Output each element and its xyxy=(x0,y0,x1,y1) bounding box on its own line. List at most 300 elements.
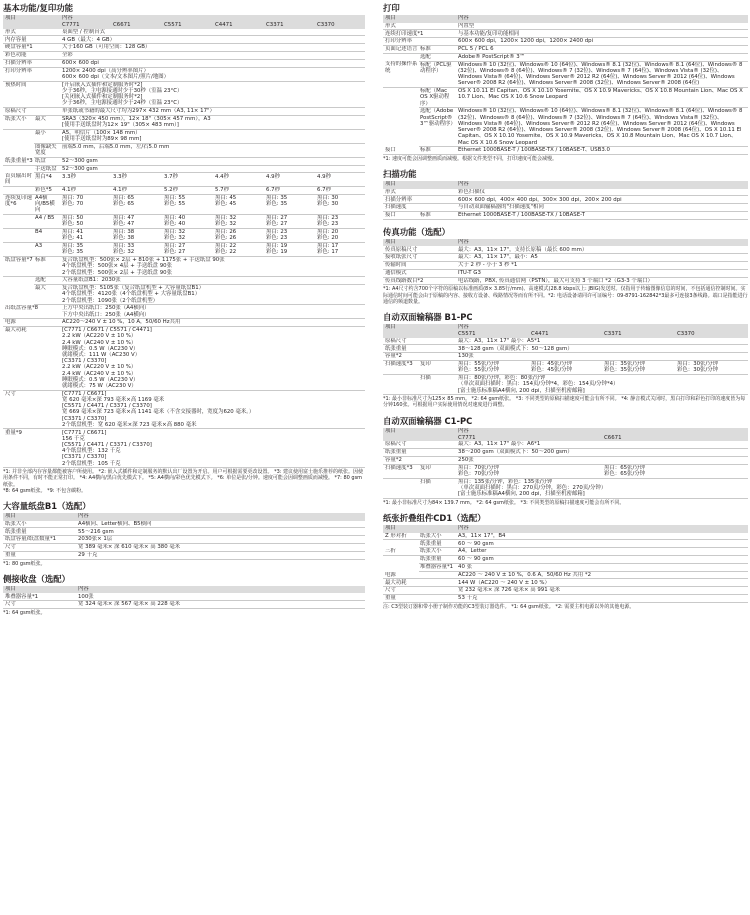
row-label: 硬盘容量*1 xyxy=(3,44,60,52)
row-value: A4横向、Letter横向、B5横向 xyxy=(76,521,365,528)
row-value: 2030张× 1层 xyxy=(76,536,365,544)
header-content: 内容 xyxy=(76,586,365,594)
speed-value: 黑白: 22 彩色: 22 xyxy=(213,242,264,256)
speed-value: 黑白：35张/分钟 彩色：35张/分钟 xyxy=(602,360,675,374)
header-item: 项目 xyxy=(383,181,456,189)
table-row xyxy=(383,441,748,448)
header-item: 项目 xyxy=(383,15,456,23)
table-row xyxy=(383,555,748,563)
row-value: [开启嵌入式插件和定制服务时*2] 少于36秒，主电源接通时少于30秒（室温 23°C） [关闭嵌入式插件和定制服务时*2] 少于36秒，主电源接通时少于24秒（室温 23°C） xyxy=(60,81,365,107)
row-label: 扫描分辨率 xyxy=(3,59,60,67)
speed-row xyxy=(383,464,748,478)
row-value: 600× 600 dpi xyxy=(60,59,365,67)
speed-row xyxy=(3,214,365,228)
row-value: 复合纸盘机型：500张× 2层 + 810张 + 1175张 + 手送纸盘 90张 4个纸盘机型：500张× 4层 + 手送纸盘 90张 2个纸盘机型：500张× 2层 + 手送纸盘 90张 xyxy=(60,256,365,276)
row-value: 600× 600 dpi，1200× 1200 dpi，1200× 2400 dpi xyxy=(456,38,748,46)
speed-value: 4.4秒 xyxy=(213,173,264,187)
speed-row xyxy=(3,242,365,256)
row-label: 接口 xyxy=(383,211,419,219)
table-row xyxy=(383,353,748,361)
section-title: 自动双面输稿器 B1-PC xyxy=(383,311,473,322)
row-label: 原稿尺寸 xyxy=(383,338,456,345)
speed-row xyxy=(383,360,748,374)
speed-value: 黑白: 70 彩色: 70 xyxy=(60,194,111,214)
table-row xyxy=(3,305,365,319)
table-row xyxy=(3,29,365,36)
row-sublabel: 标配（Mac OS X驱动程序） xyxy=(419,87,456,107)
row-value: A5，明信片（100× 148 mm） [使用手送纸盘时为89× 98 mm] xyxy=(60,129,365,143)
table-row xyxy=(3,326,365,390)
table-row xyxy=(383,540,748,548)
row-value: 大于160 GB（可用空间：128 GB） xyxy=(60,44,365,52)
table-header-models xyxy=(3,22,365,29)
table-row xyxy=(383,594,748,602)
row-sublabel: 纸张重量 xyxy=(419,540,456,548)
speed-value: 黑白: 27 彩色: 27 xyxy=(264,214,315,228)
speed-value: 黑白: 17 彩色: 17 xyxy=(315,242,365,256)
speed-row xyxy=(3,228,365,242)
table-row xyxy=(3,593,365,600)
row-label: 支持的操作系统 xyxy=(383,61,419,87)
speed-value: 黑白: 35 彩色: 35 xyxy=(60,242,111,256)
row-value: 桌面型 / 控制台式 xyxy=(60,29,365,36)
spec-table-scan xyxy=(383,181,748,220)
row-label: 尺寸 xyxy=(3,390,60,429)
model-name: C3370 xyxy=(315,22,365,29)
row-sublabel: 标准 xyxy=(419,147,456,155)
row-label: 堆叠器容量*1 xyxy=(3,593,76,600)
spec-table-basic xyxy=(3,15,365,468)
row-sublabel: B4 xyxy=(34,228,60,242)
spec-table-dadf xyxy=(383,428,748,499)
row-label: 重量 xyxy=(3,551,76,559)
table-row xyxy=(383,38,748,46)
table-row xyxy=(3,143,365,157)
header-content: 内容 xyxy=(456,525,748,533)
row-value: SRA3（320× 450 mm），12× 18"（305× 457 mm），A3 [使用手送纸盘时为12× 19"（305× 483 mm）] xyxy=(60,115,365,129)
row-value: [C7771 / C6671] 156 千克 [C5571 / C4471 / C3371 / C3370] 4个纸盘机型：132 千克 [C3371 / C3370] 2个纸盘机型：105 千克 xyxy=(60,429,365,468)
table-row xyxy=(383,23,748,30)
table-header-row xyxy=(383,15,748,23)
row-label: 扫描速度*3 xyxy=(383,464,419,478)
header-item: 项目 xyxy=(383,428,456,435)
speed-value: 黑白: 23 彩色: 23 xyxy=(315,214,365,228)
row-label: 打印分辨率 xyxy=(383,38,456,46)
row-label: 彩色功能 xyxy=(3,51,60,59)
table-row xyxy=(3,390,365,429)
row-value: 最大：A3，11× 17" 最小：A6*1 xyxy=(456,441,748,448)
row-label xyxy=(383,478,419,498)
row-label: 电源 xyxy=(3,319,60,327)
header-item: 项目 xyxy=(383,525,456,533)
row-value: Windows® 10 (32位)、Windows® 10 (64位)、Windows® 8.1 (32位)、Windows® 8.1 (64位)、Windows® 8 (32位)、Windows® 8 (64位)、Windows® 7 (32位)、Windows® 7 (64位)、Windows Vista® (32位)、Windows Vista® (64位)、Windows Server® 2012 R2 (64位)、Windows Server® 2012 (64位)、Windows Server® 2008 R2 (64位)、Windows Server® 2008 (32位)、Windows Server® 2008 (64位)、OS X 10.11 El Capitan、OS X 10.10 Yosemite、OS X 10.9 Mavericks、OS X 10.8 Mountain Lion、Mac OS X 10.7 Lion、Mac OS X 10.6 Snow Leopard xyxy=(456,108,748,147)
table-row xyxy=(3,36,365,44)
row-sublabel: 纸张重量 xyxy=(419,555,456,563)
header-content: 内容 xyxy=(456,324,748,331)
row-label xyxy=(3,228,34,242)
table-row xyxy=(3,44,365,52)
table-row xyxy=(383,189,748,196)
row-label: 原稿尺寸 xyxy=(383,441,456,448)
row-value: 最大：A3，11× 17" 最小：A5*1 xyxy=(456,338,748,345)
speed-value: 黑白: 26 彩色: 26 xyxy=(213,228,264,242)
footnote: *1: 80 gsm纸张。 xyxy=(3,560,46,567)
table-row xyxy=(3,107,365,115)
model-name: C4471 xyxy=(213,22,264,29)
table-row xyxy=(383,30,748,38)
table-row xyxy=(383,211,748,219)
row-value: 250张 xyxy=(456,456,748,464)
table-row xyxy=(383,579,748,587)
row-sublabel: 纸张大小 xyxy=(419,533,456,540)
row-value: Adobe® PostScript® 3™ xyxy=(456,53,748,61)
row-label: 扫描分辨率 xyxy=(383,196,456,204)
table-header-row xyxy=(383,324,748,331)
header-content: 内容 xyxy=(76,513,365,521)
header-item: 项目 xyxy=(3,15,60,22)
table-row xyxy=(383,345,748,353)
row-label xyxy=(383,563,419,571)
row-sublabel: A4横向/B5横向 xyxy=(34,194,60,214)
row-label: 纸张大小 xyxy=(3,115,34,129)
table-row xyxy=(383,53,748,61)
row-value: AC220～240 V ± 10 %，10 A，50/60 Hz共用 xyxy=(60,319,365,327)
row-label: 纸张重量*3 xyxy=(5,157,33,164)
row-value: 前端5.0 mm，后端5.0 mm，左/右5.0 mm xyxy=(60,143,365,157)
row-label xyxy=(3,284,34,304)
speed-value: 黑白: 50 彩色: 50 xyxy=(60,214,111,228)
left-column xyxy=(3,2,365,616)
row-value: 全彩 xyxy=(60,51,365,59)
speed-value: 黑白：65张/分钟 彩色：65张/分钟 xyxy=(602,464,748,478)
row-sublabel: 标准 xyxy=(419,45,456,53)
row-value: 60 ～ 90 gsm xyxy=(456,540,748,548)
row-value: 最大：A3，11× 17"，最小：A5 xyxy=(456,254,748,262)
row-sublabel: 复印 xyxy=(419,464,456,478)
row-label: Z 形对折 xyxy=(383,533,419,540)
table-row xyxy=(3,319,365,327)
row-value: 100张 xyxy=(76,593,365,600)
table-header-row xyxy=(383,239,748,247)
row-label: 纸张重量 xyxy=(3,528,76,536)
row-sublabel: 图像缺失宽度 xyxy=(34,143,60,157)
speed-value: 黑白: 55 彩色: 55 xyxy=(162,194,213,214)
row-label: 纸张重量 xyxy=(383,345,456,353)
row-sublabel: 扫描 xyxy=(419,374,456,394)
row-label: 连续打印速度*1 xyxy=(383,30,456,38)
table-header-models xyxy=(383,331,748,338)
row-value: 4 GB（最大：4 GB） xyxy=(60,36,365,44)
model-name: C3370 xyxy=(675,331,748,338)
row-value: 52～300 gsm xyxy=(60,157,365,165)
table-row xyxy=(383,338,748,345)
table-row xyxy=(383,269,748,277)
table-header-row xyxy=(3,513,365,521)
row-label: 重量 xyxy=(383,594,456,602)
row-sublabel: 纸张大小 xyxy=(419,548,456,556)
row-value: 复合纸盘机型：5105张（复合纸盘机型 + 大容量纸盘B1） 4个纸盘机型：4120张（4个纸盘机型 + 大容量纸盘B1） 2个纸盘机型：1090张（2个纸盘机型） xyxy=(60,284,365,304)
header-content: 内容 xyxy=(456,181,748,189)
model-name: C6671 xyxy=(602,434,748,441)
row-value: PCL 5 / PCL 6 xyxy=(456,45,748,53)
row-label: 内存容量 xyxy=(3,36,60,44)
table-row xyxy=(383,563,748,571)
row-sublabel: A3 xyxy=(34,242,60,256)
table-header-row xyxy=(3,15,365,22)
speed-value: 黑白: 47 彩色: 47 xyxy=(111,214,162,228)
row-label: 三折 xyxy=(383,548,419,556)
row-label xyxy=(383,53,419,61)
spec-table-fold xyxy=(383,525,748,603)
row-sublabel: 标准 xyxy=(34,256,60,276)
row-value: 29 千克 xyxy=(76,551,365,559)
row-value: 130张 xyxy=(456,353,748,361)
row-label: 最大功耗 xyxy=(3,326,60,390)
speed-row xyxy=(3,173,365,187)
speed-value: 6.7秒 xyxy=(315,186,365,194)
row-value: 55～216 gsm xyxy=(76,528,365,536)
table-row xyxy=(3,528,365,536)
row-label: 预热时间 xyxy=(3,81,60,107)
speed-value: 4.1秒 xyxy=(111,186,162,194)
model-name: C3371 xyxy=(602,331,675,338)
section-title: 纸张折叠组件CD1（选配） xyxy=(383,512,486,523)
speed-value: 黑白: 38 彩色: 38 xyxy=(111,228,162,242)
row-label xyxy=(383,108,419,147)
table-row xyxy=(383,277,748,285)
section-title: 侧接收盘（选配） xyxy=(3,573,70,584)
row-label: 接收纸张尺寸 xyxy=(383,254,456,262)
row-value: 38～128 gsm（双面模式下：50～128 gsm） xyxy=(456,345,748,353)
row-value: A4，Letter xyxy=(456,548,748,556)
speed-value: 黑白: 30 彩色: 30 xyxy=(315,194,365,214)
row-sublabel: 最小 xyxy=(34,129,60,143)
row-label: 重量*9 xyxy=(3,429,60,468)
table-row xyxy=(383,456,748,464)
model-name: C4471 xyxy=(529,331,602,338)
table-row xyxy=(3,67,365,81)
row-label: 形式 xyxy=(3,29,60,36)
speed-value: 黑白：55张/分钟 彩色：55张/分钟 xyxy=(456,360,529,374)
row-value: 40 张 xyxy=(456,563,748,571)
speed-value: 黑白: 33 彩色: 32 xyxy=(111,242,162,256)
row-value: 宽 324 毫米× 深 567 毫米× 高 228 毫米 xyxy=(76,601,365,609)
model-name: C5571 xyxy=(162,22,213,29)
header-content: 内容 xyxy=(456,428,748,435)
row-sublabel: A4 / B5 xyxy=(34,214,60,228)
row-value: 彩色扫描仪 xyxy=(456,189,748,196)
row-value: 黑白：80张/分钟，彩色：80张/分钟 （单次双面扫描时：黑白：154页/分钟*4，彩色：154页/分钟*4） [富士施乐标准稿A4横向, 200 dpi，扫描至机密邮箱] xyxy=(456,374,748,394)
row-value: [C7771 / C6671] 宽 620 毫米×深 793 毫米×高 1169 毫米 [C5571 / C4471 / C3371 / C3370] 宽 669 毫米×深 723 毫米×高 1141 毫米（不含交接器时，宽度为620 毫米。） [C3371 / C3370] 2个纸盘机型：宽 620 毫米×深 723 毫米×高 880 毫米 xyxy=(60,390,365,429)
header-content: 内容 xyxy=(456,15,748,23)
model-name: C6671 xyxy=(111,22,162,29)
table-row xyxy=(3,115,365,129)
row-value: ITU-T G3 xyxy=(456,269,748,277)
table-row xyxy=(3,51,365,59)
row-value: 52～300 gsm xyxy=(60,165,365,173)
table-row xyxy=(383,548,748,556)
table-header-row xyxy=(383,428,748,435)
speed-value: 黑白: 45 彩色: 45 xyxy=(213,194,264,214)
table-row xyxy=(383,147,748,155)
speed-value: 5.2秒 xyxy=(162,186,213,194)
row-label: 首页输出时间 xyxy=(3,173,34,187)
table-row xyxy=(383,246,748,253)
row-label: 尺寸 xyxy=(383,587,456,595)
row-label: 容量*2 xyxy=(383,353,456,361)
speed-value: 黑白: 19 彩色: 19 xyxy=(264,242,315,256)
row-label xyxy=(3,165,34,173)
row-label xyxy=(3,186,34,194)
row-label: 原稿尺寸 xyxy=(3,107,60,115)
table-row xyxy=(3,543,365,551)
speed-value: 黑白: 41 彩色: 41 xyxy=(60,228,111,242)
row-value: 60 ～ 90 gsm xyxy=(456,555,748,563)
row-label: 通信模式 xyxy=(383,269,456,277)
row-value: 宽 232 毫米× 深 726 毫米× 高 991 毫米 xyxy=(456,587,748,595)
model-name: C7771 xyxy=(456,434,602,441)
row-label xyxy=(383,87,419,107)
row-value: 600× 600 dpi，400× 400 dpi，300× 300 dpi，200× 200 dpi xyxy=(456,196,748,204)
table-row xyxy=(3,165,365,173)
row-label: 纸盘容量/纸盘数量*1 xyxy=(3,536,76,544)
header-item: 项目 xyxy=(383,324,456,331)
row-sublabel: 最大 xyxy=(34,115,60,129)
table-row xyxy=(3,129,365,143)
table-header-models xyxy=(383,434,748,441)
table-row xyxy=(3,277,365,285)
row-value: Windows® 10 (32位)、Windows® 10 (64位)、Windows® 8.1 (32位)、Windows® 8.1 (64位)、Windows® 8 (32位)、Windows® 8 (64位)、Windows® 7 (32位)、Windows® 7 (64位)、Windows Vista® (32位)、Windows Vista® (64位)、Windows Server® 2012 R2 (64位)、Windows Server® 2012 (64位)、Windows Server® 2008 R2 (64位)、Windows Server® 2008 (32位)、Windows Server® 2008 (64位) xyxy=(456,61,748,87)
row-sublabel: 彩色*5 xyxy=(34,186,60,194)
row-label: 扫描速度 xyxy=(383,204,456,212)
row-sublabel: 选配 xyxy=(419,53,456,61)
speed-value: 3.3秒 xyxy=(111,173,162,187)
row-label: 最大功耗 xyxy=(383,579,456,587)
row-value: 144 W（AC220 ～ 240 V ± 10 %） xyxy=(456,579,748,587)
speed-value: 黑白: 20 彩色: 20 xyxy=(315,228,365,242)
table-row xyxy=(383,571,748,579)
row-value: 大容量纸盘B1：2030张 xyxy=(60,277,365,285)
model-name: C7771 xyxy=(60,22,111,29)
header-item: 项目 xyxy=(383,239,456,247)
spec-table xyxy=(3,586,365,609)
table-row xyxy=(3,521,365,528)
footnote: *1: 64 gsm纸张。 xyxy=(3,609,46,616)
row-label: 形式 xyxy=(383,23,456,30)
table-header-row xyxy=(383,181,748,189)
row-label: 页面记述语言 xyxy=(385,46,418,53)
scan-row xyxy=(383,478,748,498)
row-label: 传输时间 xyxy=(383,261,456,269)
spec-table xyxy=(383,239,748,286)
row-label xyxy=(383,540,419,548)
footnote: *1: 速度可能会因调整画质而减慢。根据文件类型不同，打印速度可能会减慢。 xyxy=(383,155,557,162)
row-value: 电话线路，PBX, 传真通信网（PSTN），最大可支持 3 个端口 *2（G3-3 个端口） xyxy=(456,277,748,285)
row-value: 53 千克 xyxy=(456,594,748,602)
row-sublabel: 堆叠器容量*1 xyxy=(419,563,456,571)
row-label: 纸盘容量*7 xyxy=(3,256,34,276)
header-item: 项目 xyxy=(3,586,76,594)
spec-table-dadf xyxy=(383,324,748,395)
row-value: 黑白：135张/分钟，彩色：135张/分钟 （单次双面扫描时：黑白：270页/分钟，彩色：270页/分钟） [富士施乐标准稿A4横向, 200 dpi，扫描至机密邮箱] xyxy=(456,478,748,498)
row-label: 尺寸 xyxy=(3,543,76,551)
row-value: 上方中央出纸口：250张（A4横向） 下方中央出纸口：250张（A4横向） xyxy=(60,305,365,319)
speed-value: 黑白: 32 彩色: 32 xyxy=(213,214,264,228)
row-value: 内置型 xyxy=(456,23,748,30)
table-row xyxy=(383,254,748,262)
row-sublabel: 选配 xyxy=(34,277,60,285)
row-label: 出纸盘容量*8 xyxy=(3,305,60,319)
row-sublabel: 扫描 xyxy=(419,478,456,498)
row-value: A3，11× 17"，B4 xyxy=(456,533,748,540)
section-title: 扫描功能 xyxy=(383,169,417,179)
speed-value: 黑白：45张/分钟 彩色：45张/分钟 xyxy=(529,360,602,374)
row-label xyxy=(3,143,34,157)
row-label: 打印分辨率 xyxy=(3,67,60,81)
scan-row xyxy=(383,374,748,394)
row-value: 大于 2 秒 - 小于 3 秒 *1 xyxy=(456,261,748,269)
section-title: 打印 xyxy=(383,3,400,13)
row-label xyxy=(3,277,34,285)
table-header-row xyxy=(383,525,748,533)
row-value: 与基本功能/复印功能相同 xyxy=(456,30,748,38)
table-row xyxy=(383,196,748,204)
row-value: Ethernet 1000BASE-T / 100BASE-TX / 10BASE-T、USB3.0 xyxy=(456,147,748,155)
row-label xyxy=(3,214,34,228)
table-row xyxy=(3,59,365,67)
speed-row xyxy=(3,194,365,214)
section-title: 基本功能/复印功能 xyxy=(3,3,74,13)
table-row xyxy=(383,448,748,456)
row-label: 纸张大小 xyxy=(3,521,76,528)
spec-table xyxy=(3,513,365,560)
row-label: 尺寸 xyxy=(3,601,76,609)
row-label: 传真原稿尺寸 xyxy=(383,246,456,253)
row-label: 扫描速度*3 xyxy=(383,360,419,374)
table-row xyxy=(383,61,748,87)
table-row xyxy=(3,551,365,559)
speed-value: 3.7秒 xyxy=(162,173,213,187)
header-item: 项目 xyxy=(3,513,76,521)
footnote: *1: 并非全部内存容量都能被客户所使用。 *2: 嵌入式插件和定制服务的默认出厂设置为开启。用户可根据需要更改设置。 *3: 建议使用富士施乐推荐的纸张。因使用条件不同，有时不能正常打印。 *4: A4横向/黑白优先模式下。 *5: A4横向/彩色优先模式下。 *6: 单位是张/分钟。速度可能会因调整画质而减慢。 *7: 80 gsm纸张。 *8: 64 gsm纸张。 *9: 不包含碳粉。 xyxy=(3,469,364,494)
speed-value: 黑白: 32 彩色: 32 xyxy=(162,228,213,242)
speed-value: 5.7秒 xyxy=(213,186,264,194)
row-label: 接口 xyxy=(383,147,419,155)
table-row xyxy=(383,87,748,107)
table-row xyxy=(3,81,365,107)
spec-table-print xyxy=(383,15,748,155)
row-sublabel: 最大 xyxy=(34,284,60,304)
row-label xyxy=(3,129,34,143)
table-row xyxy=(3,429,365,468)
speed-value: 黑白: 35 彩色: 35 xyxy=(264,194,315,214)
row-value: 38～200 gsm（双面模式下：50～200 gsm） xyxy=(456,448,748,456)
speed-value: 4.9秒 xyxy=(315,173,365,187)
header-content: 内容 xyxy=(456,239,748,247)
row-label: 形式 xyxy=(383,189,456,196)
row-label: 容量*2 xyxy=(383,456,456,464)
footnote: *1: 最小非标准尺寸为84× 139.7 mm。 *2: 64 gsm纸张。 *3: 不同类型的原稿扫描速度可能会有所不同。 xyxy=(383,499,625,506)
row-label xyxy=(383,374,419,394)
speed-value: 黑白：30张/分钟 彩色：30张/分钟 xyxy=(675,360,748,374)
model-name: C3371 xyxy=(264,22,315,29)
speed-row xyxy=(3,186,365,194)
row-sublabel: 选配（Adobe PostScript® 3™驱动程序） xyxy=(419,108,456,147)
row-label: 传真线路数目*2 xyxy=(383,277,456,285)
speed-value: 黑白: 65 彩色: 65 xyxy=(111,194,162,214)
speed-value: 黑白：70张/分钟 彩色：70张/分钟 xyxy=(456,464,602,478)
row-sublabel: 标准 xyxy=(419,211,456,219)
